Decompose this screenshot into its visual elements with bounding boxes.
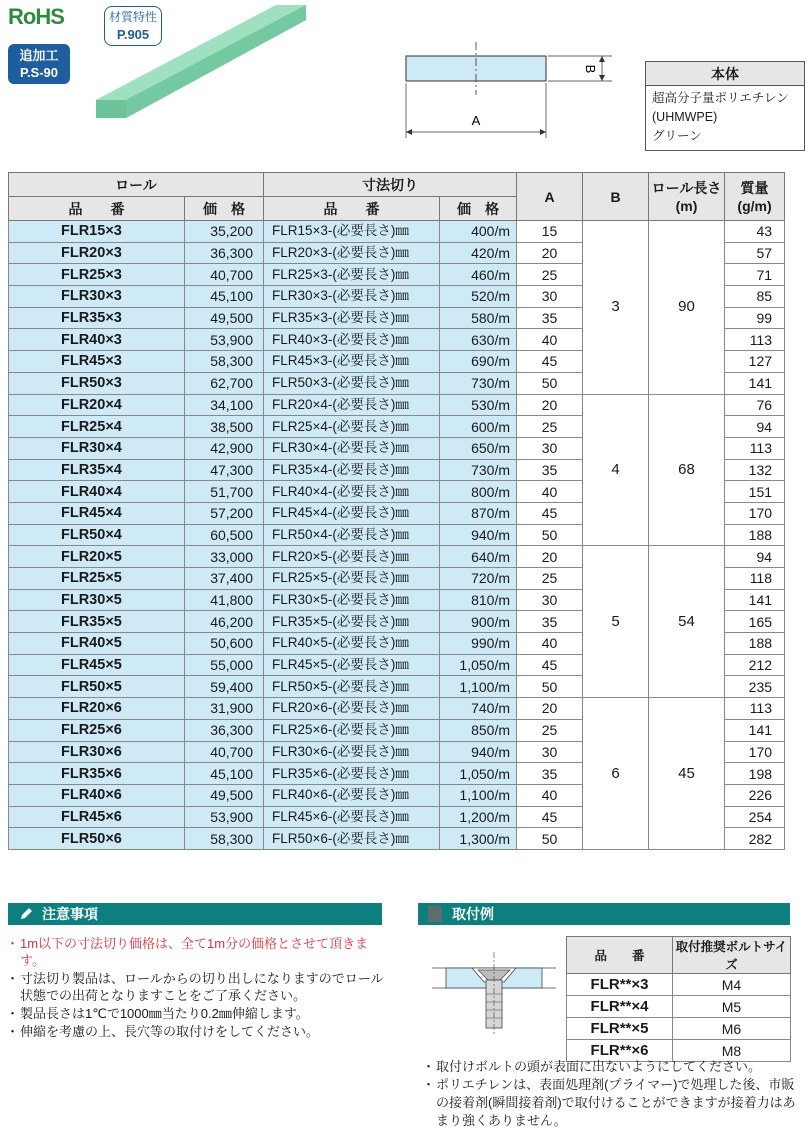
material-box-body <box>646 86 804 149</box>
cut-part-number: FLR50×6-(必要長さ)㎜ <box>264 828 440 850</box>
weight: 188 <box>725 524 785 546</box>
roll-part-number: FLR50×6 <box>9 828 185 850</box>
mount-part-number: FLR**×5 <box>567 1018 673 1040</box>
mount-bolt-size: M5 <box>673 996 791 1018</box>
cut-price: 420/m <box>440 242 517 264</box>
cut-price: 850/m <box>440 719 517 741</box>
roll-part-number: FLR20×3 <box>9 242 185 264</box>
weight: 99 <box>725 307 785 329</box>
mounting-title: 取付例 <box>452 906 494 922</box>
roll-part-number: FLR35×3 <box>9 307 185 329</box>
cut-part-number: FLR40×3-(必要長さ)㎜ <box>264 329 440 351</box>
header-cut-price: 価 格 <box>440 197 517 221</box>
cut-part-number: FLR20×5-(必要長さ)㎜ <box>264 546 440 568</box>
additional-badge-page: P.S-90 <box>19 65 59 80</box>
cut-part-number: FLR20×3-(必要長さ)㎜ <box>264 242 440 264</box>
dimension-a: 25 <box>517 416 583 438</box>
roll-part-number: FLR30×4 <box>9 437 185 459</box>
mount-part-number: FLR**×4 <box>567 996 673 1018</box>
roll-part-number: FLR30×3 <box>9 286 185 308</box>
cut-part-number: FLR30×3-(必要長さ)㎜ <box>264 286 440 308</box>
mount-row <box>567 1018 791 1040</box>
roll-part-number: FLR30×6 <box>9 741 185 763</box>
mount-header-bolt: 取付推奨ボルトサイズ <box>673 937 791 974</box>
rohs-logo: RoHS <box>8 4 64 29</box>
dimension-a: 35 <box>517 611 583 633</box>
cut-price: 460/m <box>440 264 517 286</box>
roll-price: 60,500 <box>185 524 264 546</box>
roll-part-number: FLR20×5 <box>9 546 185 568</box>
weight: 212 <box>725 654 785 676</box>
cut-part-number: FLR35×5-(必要長さ)㎜ <box>264 611 440 633</box>
cut-part-number: FLR35×6-(必要長さ)㎜ <box>264 763 440 785</box>
roll-part-number: FLR15×3 <box>9 221 185 243</box>
bolt-mount-diagram <box>432 950 556 1036</box>
dimension-a: 50 <box>517 676 583 698</box>
cut-price: 730/m <box>440 372 517 394</box>
roll-part-number: FLR40×4 <box>9 481 185 503</box>
roll-part-number: FLR45×5 <box>9 654 185 676</box>
material-badge-label: 材質特性 <box>108 10 157 24</box>
weight: 127 <box>725 351 785 373</box>
header-b: B <box>583 173 649 221</box>
dimension-a: 45 <box>517 502 583 524</box>
cut-price: 1,050/m <box>440 654 517 676</box>
weight: 151 <box>725 481 785 503</box>
cut-part-number: FLR40×5-(必要長さ)㎜ <box>264 633 440 655</box>
weight: 254 <box>725 806 785 828</box>
dimension-a: 20 <box>517 698 583 720</box>
cut-part-number: FLR45×5-(必要長さ)㎜ <box>264 654 440 676</box>
roll-length: 45 <box>649 698 725 850</box>
cut-price: 800/m <box>440 481 517 503</box>
square-icon <box>428 906 442 922</box>
roll-price: 55,000 <box>185 654 264 676</box>
cut-part-number: FLR30×6-(必要長さ)㎜ <box>264 741 440 763</box>
cut-price: 1,050/m <box>440 763 517 785</box>
dimension-diagram <box>390 40 620 140</box>
weight: 170 <box>725 741 785 763</box>
dimension-a: 25 <box>517 719 583 741</box>
header-cut-part-number: 品 番 <box>264 197 440 221</box>
roll-part-number: FLR35×4 <box>9 459 185 481</box>
mount-row <box>567 996 791 1018</box>
roll-price: 45,100 <box>185 763 264 785</box>
roll-part-number: FLR30×5 <box>9 589 185 611</box>
note-item: ・ 1m以下の寸法切り価格は、全て1m分の価格とさせて頂きます。 <box>8 935 388 969</box>
note-item: ・ 製品長さは1℃で1000㎜当たり0.2㎜伸縮します。 <box>8 1005 388 1022</box>
roll-price: 58,300 <box>185 351 264 373</box>
dimension-a: 25 <box>517 264 583 286</box>
dimension-a: 30 <box>517 741 583 763</box>
roll-price: 38,500 <box>185 416 264 438</box>
header-roll: ロール <box>9 173 264 197</box>
cut-price: 810/m <box>440 589 517 611</box>
weight: 170 <box>725 502 785 524</box>
mount-header-part: 品 番 <box>567 937 673 974</box>
cut-part-number: FLR25×3-(必要長さ)㎜ <box>264 264 440 286</box>
cut-part-number: FLR40×4-(必要長さ)㎜ <box>264 481 440 503</box>
header-weight: 質量 (g/m) <box>725 173 785 221</box>
table-row <box>9 221 785 243</box>
cut-part-number: FLR35×3-(必要長さ)㎜ <box>264 307 440 329</box>
dimension-a: 45 <box>517 351 583 373</box>
material-box-title: 本体 <box>646 62 804 86</box>
cut-price: 720/m <box>440 568 517 590</box>
header-a: A <box>517 173 583 221</box>
roll-price: 40,700 <box>185 264 264 286</box>
cut-part-number: FLR50×4-(必要長さ)㎜ <box>264 524 440 546</box>
roll-part-number: FLR25×3 <box>9 264 185 286</box>
roll-price: 49,500 <box>185 307 264 329</box>
dimension-a: 20 <box>517 242 583 264</box>
cut-price: 520/m <box>440 286 517 308</box>
additional-badge-label: 追加工 <box>19 48 59 63</box>
cut-price: 640/m <box>440 546 517 568</box>
cut-price: 940/m <box>440 524 517 546</box>
roll-price: 42,900 <box>185 437 264 459</box>
roll-part-number: FLR25×6 <box>9 719 185 741</box>
weight: 113 <box>725 437 785 459</box>
cut-price: 990/m <box>440 633 517 655</box>
roll-price: 40,700 <box>185 741 264 763</box>
mount-bolt-size: M6 <box>673 1018 791 1040</box>
dimension-a: 30 <box>517 589 583 611</box>
note-item: ・ 伸縮を考慮の上、長穴等の取付けをしてください。 <box>8 1023 388 1040</box>
dimension-a: 40 <box>517 329 583 351</box>
cut-part-number: FLR20×4-(必要長さ)㎜ <box>264 394 440 416</box>
cut-price: 730/m <box>440 459 517 481</box>
dimension-a: 40 <box>517 481 583 503</box>
dimension-a: 15 <box>517 221 583 243</box>
notes-list <box>8 935 388 1041</box>
dimension-a: 40 <box>517 784 583 806</box>
weight: 141 <box>725 719 785 741</box>
dimension-a: 45 <box>517 654 583 676</box>
material-abbrev: (UHMWPE) <box>652 110 718 124</box>
dimension-a: 35 <box>517 307 583 329</box>
cut-price: 650/m <box>440 437 517 459</box>
roll-price: 45,100 <box>185 286 264 308</box>
weight: 113 <box>725 329 785 351</box>
notes-header <box>8 903 382 925</box>
roll-price: 37,400 <box>185 568 264 590</box>
cut-part-number: FLR40×6-(必要長さ)㎜ <box>264 784 440 806</box>
dimension-b: 6 <box>583 698 649 850</box>
roll-part-number: FLR45×3 <box>9 351 185 373</box>
weight: 235 <box>725 676 785 698</box>
weight: 94 <box>725 416 785 438</box>
mount-bolt-size: M4 <box>673 974 791 996</box>
cut-price: 530/m <box>440 394 517 416</box>
dimension-a: 50 <box>517 372 583 394</box>
roll-price: 36,300 <box>185 719 264 741</box>
dimension-a: 45 <box>517 806 583 828</box>
roll-price: 59,400 <box>185 676 264 698</box>
material-color: グリーン <box>652 129 702 143</box>
cut-price: 690/m <box>440 351 517 373</box>
roll-price: 53,900 <box>185 806 264 828</box>
mount-part-number: FLR**×6 <box>567 1040 673 1062</box>
header-part-number: 品 番 <box>9 197 185 221</box>
header-cut: 寸法切り <box>264 173 517 197</box>
dimension-a: 30 <box>517 437 583 459</box>
mount-note-item: ・ ポリエチレンは、表面処理剤(プライマー)で処理した後、市販の接着剤(瞬間接着剤)で取付けることができますが接着力はあまり強くありません。 <box>424 1076 804 1130</box>
roll-price: 33,000 <box>185 546 264 568</box>
cut-part-number: FLR50×3-(必要長さ)㎜ <box>264 372 440 394</box>
dimension-a: 20 <box>517 546 583 568</box>
cut-part-number: FLR25×5-(必要長さ)㎜ <box>264 568 440 590</box>
dimension-a: 35 <box>517 763 583 785</box>
cut-part-number: FLR25×6-(必要長さ)㎜ <box>264 719 440 741</box>
roll-price: 31,900 <box>185 698 264 720</box>
roll-part-number: FLR50×5 <box>9 676 185 698</box>
cut-part-number: FLR30×4-(必要長さ)㎜ <box>264 437 440 459</box>
cut-part-number: FLR15×3-(必要長さ)㎜ <box>264 221 440 243</box>
mounting-header <box>418 903 790 925</box>
cut-price: 580/m <box>440 307 517 329</box>
cut-price: 630/m <box>440 329 517 351</box>
weight: 43 <box>725 221 785 243</box>
roll-part-number: FLR20×4 <box>9 394 185 416</box>
cut-price: 400/m <box>440 221 517 243</box>
dimension-a: 20 <box>517 394 583 416</box>
cut-price: 1,100/m <box>440 784 517 806</box>
dimension-b: 3 <box>583 221 649 395</box>
roll-price: 58,300 <box>185 828 264 850</box>
weight: 71 <box>725 264 785 286</box>
cut-part-number: FLR45×6-(必要長さ)㎜ <box>264 806 440 828</box>
cut-part-number: FLR20×6-(必要長さ)㎜ <box>264 698 440 720</box>
roll-price: 53,900 <box>185 329 264 351</box>
roll-price: 47,300 <box>185 459 264 481</box>
weight: 165 <box>725 611 785 633</box>
roll-price: 57,200 <box>185 502 264 524</box>
cut-price: 600/m <box>440 416 517 438</box>
cut-price: 1,100/m <box>440 676 517 698</box>
dimension-a: 50 <box>517 828 583 850</box>
roll-part-number: FLR40×5 <box>9 633 185 655</box>
product-table <box>8 172 785 850</box>
dimension-a: 40 <box>517 633 583 655</box>
additional-processing-badge[interactable] <box>8 44 70 84</box>
roll-price: 50,600 <box>185 633 264 655</box>
table-row <box>9 546 785 568</box>
dimension-b: 4 <box>583 394 649 546</box>
weight: 76 <box>725 394 785 416</box>
roll-price: 35,200 <box>185 221 264 243</box>
cut-part-number: FLR30×5-(必要長さ)㎜ <box>264 589 440 611</box>
roll-price: 49,500 <box>185 784 264 806</box>
material-box <box>645 61 805 151</box>
dimension-a: 30 <box>517 286 583 308</box>
dimension-a: 25 <box>517 568 583 590</box>
roll-length: 68 <box>649 394 725 546</box>
dim-label-b: B <box>583 64 598 74</box>
roll-part-number: FLR20×6 <box>9 698 185 720</box>
weight: 85 <box>725 286 785 308</box>
roll-price: 36,300 <box>185 242 264 264</box>
weight: 113 <box>725 698 785 720</box>
product-strip-image <box>96 0 306 120</box>
roll-price: 34,100 <box>185 394 264 416</box>
roll-part-number: FLR25×5 <box>9 568 185 590</box>
roll-part-number: FLR45×6 <box>9 806 185 828</box>
weight: 57 <box>725 242 785 264</box>
mount-row <box>567 974 791 996</box>
mount-part-number: FLR**×3 <box>567 974 673 996</box>
table-row <box>9 698 785 720</box>
weight: 188 <box>725 633 785 655</box>
cut-price: 870/m <box>440 502 517 524</box>
cut-price: 1,300/m <box>440 828 517 850</box>
dimension-a: 35 <box>517 459 583 481</box>
roll-length: 54 <box>649 546 725 698</box>
weight: 198 <box>725 763 785 785</box>
roll-part-number: FLR50×3 <box>9 372 185 394</box>
dimension-b: 5 <box>583 546 649 698</box>
roll-price: 46,200 <box>185 611 264 633</box>
cut-price: 1,200/m <box>440 806 517 828</box>
roll-part-number: FLR45×4 <box>9 502 185 524</box>
roll-price: 51,700 <box>185 481 264 503</box>
weight: 118 <box>725 568 785 590</box>
dim-label-a: A <box>471 113 481 128</box>
mounting-notes <box>424 1058 804 1130</box>
roll-part-number: FLR35×5 <box>9 611 185 633</box>
roll-part-number: FLR50×4 <box>9 524 185 546</box>
roll-part-number: FLR40×6 <box>9 784 185 806</box>
mount-note-item: ・ 取付けボルトの頭が表面に出ないようにしてください。 <box>424 1058 804 1076</box>
roll-part-number: FLR25×4 <box>9 416 185 438</box>
weight: 94 <box>725 546 785 568</box>
cut-part-number: FLR45×4-(必要長さ)㎜ <box>264 502 440 524</box>
weight: 141 <box>725 372 785 394</box>
cut-part-number: FLR25×4-(必要長さ)㎜ <box>264 416 440 438</box>
cut-price: 900/m <box>440 611 517 633</box>
pencil-icon <box>18 906 34 922</box>
cut-part-number: FLR45×3-(必要長さ)㎜ <box>264 351 440 373</box>
note-item: ・ 寸法切り製品は、ロールからの切り出しになりますのでロール状態での出荷となりますことをご了承ください。 <box>8 970 388 1004</box>
material-badge-page: P.905 <box>116 27 150 42</box>
bolt-size-table <box>566 936 791 1062</box>
cut-part-number: FLR35×4-(必要長さ)㎜ <box>264 459 440 481</box>
weight: 226 <box>725 784 785 806</box>
notes-title: 注意事項 <box>42 906 98 922</box>
weight: 132 <box>725 459 785 481</box>
table-row <box>9 394 785 416</box>
roll-part-number: FLR35×6 <box>9 763 185 785</box>
roll-part-number: FLR40×3 <box>9 329 185 351</box>
material-name: 超高分子量ポリエチレン <box>652 91 789 105</box>
header-roll-length: ロール長さ (m) <box>649 173 725 221</box>
weight: 141 <box>725 589 785 611</box>
cut-price: 740/m <box>440 698 517 720</box>
roll-price: 41,800 <box>185 589 264 611</box>
roll-price: 62,700 <box>185 372 264 394</box>
dimension-a: 50 <box>517 524 583 546</box>
roll-length: 90 <box>649 221 725 395</box>
weight: 282 <box>725 828 785 850</box>
header-price: 価 格 <box>185 197 264 221</box>
cut-price: 940/m <box>440 741 517 763</box>
cut-part-number: FLR50×5-(必要長さ)㎜ <box>264 676 440 698</box>
mount-bolt-size: M8 <box>673 1040 791 1062</box>
